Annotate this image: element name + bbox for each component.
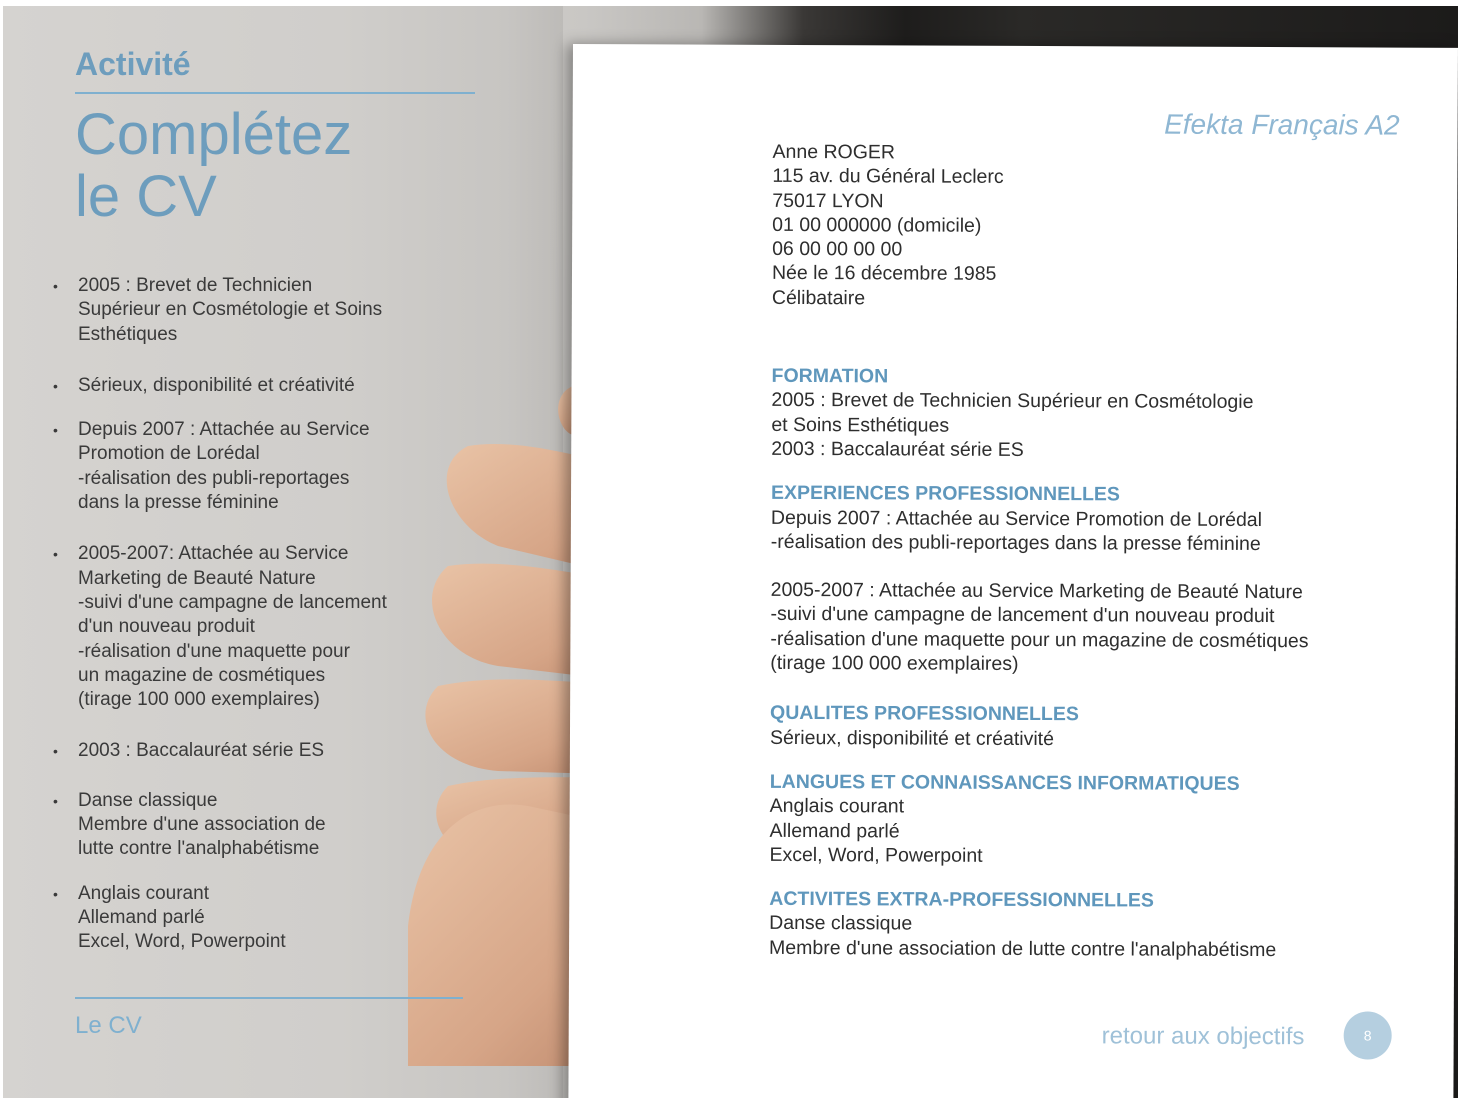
section-body-qualites: Sérieux, disponibilité et créativité <box>769 726 1055 750</box>
title-line-2: le CV <box>75 164 217 229</box>
section-title-activites: ACTIVITES EXTRA-PROFESSIONNELLES <box>769 887 1154 912</box>
cv-document <box>769 140 1413 963</box>
section-body-langues: Anglais courant Allemand parlé Excel, Word, Powerpoint <box>769 795 983 867</box>
list-item: • 2003 : Baccalauréat série ES <box>51 739 451 763</box>
section-body-experiences-2: 2005-2007 : Attachée au Service Marketing de Beauté Nature -suivi d'une campagne de lancement d'un nouveau produit -réalisation d'une maquette pour un magazine de cosmétiques (tirage 100 000 exemplaires) <box>770 579 1309 675</box>
footer-section-label: Le CV <box>75 1012 142 1039</box>
section-body-formation: 2005 : Brevet de Technicien Supérieur en Cosmétologie et Soins Esthétiques 2003 : Baccalauréat série ES <box>771 389 1254 461</box>
title-line-1: Complétez <box>75 102 353 167</box>
list-item: • Danse classique Membre d'une association de lutte contre l'analphabétisme <box>51 789 451 862</box>
activity-heading: Activité <box>75 46 191 82</box>
list-item: • 2005 : Brevet de Technicien Supérieur en Cosmétologie et Soins Esthétiques <box>51 274 451 347</box>
page-number-badge: 8 <box>1344 1011 1392 1059</box>
brand-label: Efekta Français A2 <box>1164 108 1400 141</box>
cv-contact: Anne ROGER 115 av. du Général Leclerc 75017 LYON 01 00 000000 (domicile) 06 00 00 00 00 Née le 16 décembre 1985 Célibataire <box>771 140 1004 310</box>
list-item: • Depuis 2007 : Attachée au Service Promotion de Lorédal -réalisation des publi-reportages dans la presse féminine <box>51 418 451 515</box>
section-body-activites: Danse classique Membre d'une association de lutte contre l'analphabétisme <box>769 912 1277 961</box>
section-title-experiences: EXPERIENCES PROFESSIONNELLES <box>770 482 1120 506</box>
section-title-formation: FORMATION <box>771 364 889 388</box>
heading-divider <box>75 92 475 94</box>
list-item: • Sérieux, disponibilité et créativité <box>51 374 451 398</box>
return-to-objectives-link[interactable]: retour aux objectifs <box>1101 1022 1305 1051</box>
section-title-qualites: QUALITES PROFESSIONNELLES <box>770 702 1079 726</box>
section-title-langues: LANGUES ET CONNAISSANCES INFORMATIQUES <box>769 770 1240 795</box>
list-item: • Anglais courant Allemand parlé Excel, Word, Powerpoint <box>51 882 451 955</box>
cv-paper <box>568 44 1458 1098</box>
footer-divider <box>75 997 463 999</box>
cv-items-list <box>51 274 451 955</box>
list-item: • 2005-2007: Attachée au Service Marketing de Beauté Nature -suivi d'une campagne de lancement d'un nouveau produit -réalisation d'une maquette pour un magazine de cosmétiques (tirage 100 000 exemplaires) <box>51 542 451 712</box>
slide-title <box>75 104 352 228</box>
slide <box>3 6 1458 1098</box>
section-body-experiences: Depuis 2007 : Attachée au Service Promotion de Lorédal -réalisation des publi-reportages dans la presse féminine <box>770 506 1263 555</box>
